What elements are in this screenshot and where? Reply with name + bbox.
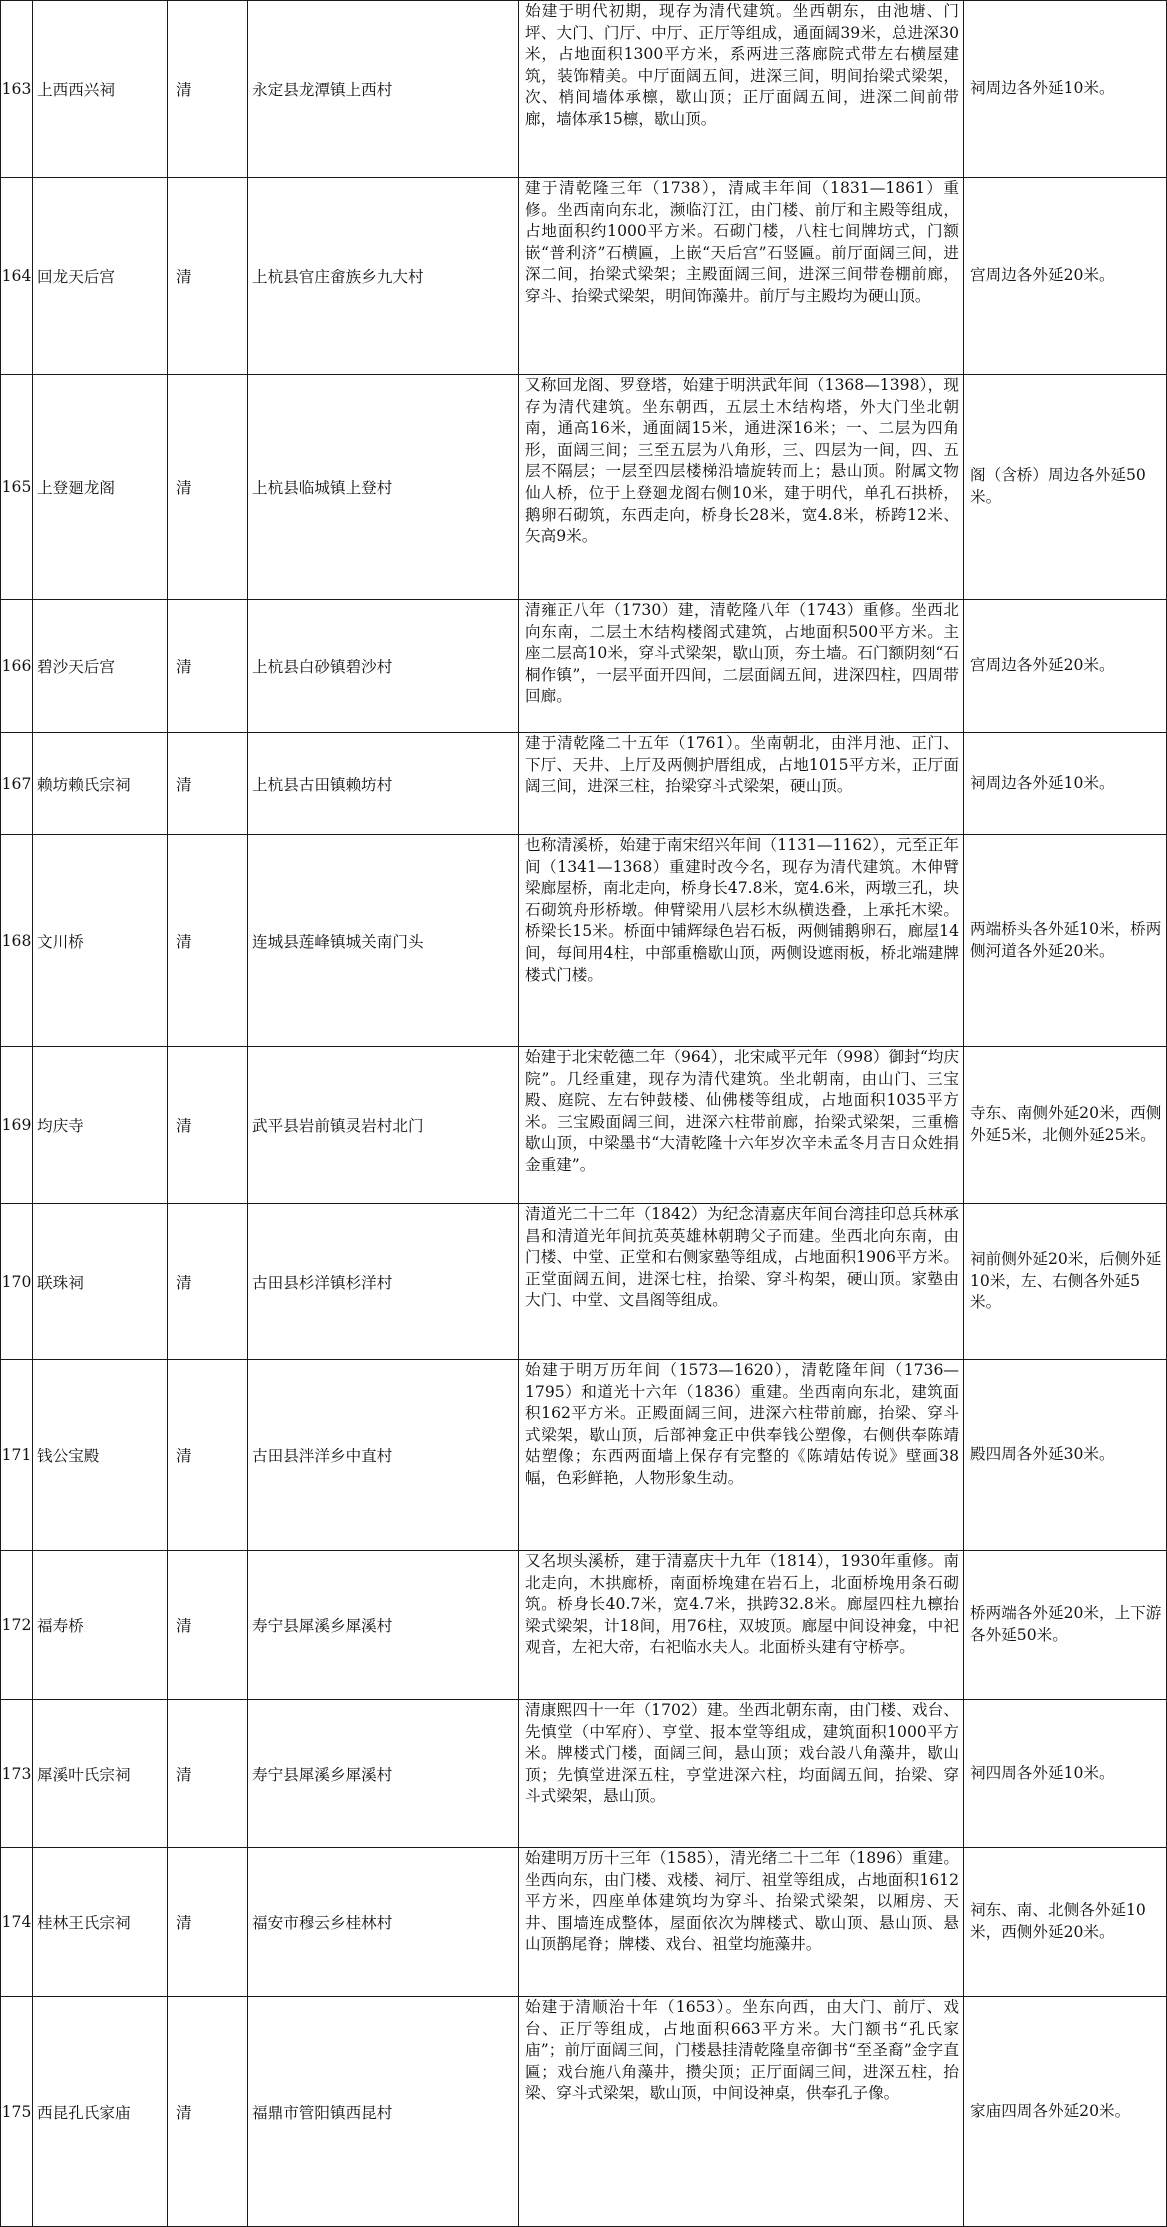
row-number: 174 bbox=[1, 1848, 33, 1997]
location: 福鼎市管阳镇西昆村 bbox=[248, 1997, 519, 2227]
protection-scope: 祠周边各外延10米。 bbox=[964, 733, 1167, 835]
table-row bbox=[1, 835, 1167, 1047]
site-name: 联珠祠 bbox=[33, 1204, 168, 1360]
row-number: 171 bbox=[1, 1360, 33, 1551]
protection-scope: 阁（含桥）周边各外延50米。 bbox=[964, 375, 1167, 600]
location: 上杭县官庄畲族乡九大村 bbox=[248, 178, 519, 375]
protection-scope: 宫周边各外延20米。 bbox=[964, 600, 1167, 733]
description: 清雍正八年（1730）建，清乾隆八年（1743）重修。坐西北向东南，二层土木结构楼阁式建筑，占地面积500平方米。主座二层高10米，穿斗式梁架，歇山顶，夯土墙。石门额阴刻“石桐作镇”，一层平面开四间，二层面阔五间，进深四柱，四周带回廊。 bbox=[519, 600, 964, 733]
era: 清 bbox=[168, 1, 248, 178]
table-row bbox=[1, 733, 1167, 835]
description: 始建于明代初期，现存为清代建筑。坐西朝东，由池塘、门坪、大门、门厅、中厅、正厅等组成，通面阔39米，总进深30米，占地面积1300平方米，系两进三落廊院式带左右横屋建筑，装饰精美。中厅面阔五间，进深三间，明间抬梁式梁架，次、梢间墙体承檩，歇山顶；正厅面阔五间，进深二间前带廊，墙体承15檩，歇山顶。 bbox=[519, 1, 964, 178]
description: 清道光二十二年（1842）为纪念清嘉庆年间台湾挂印总兵林承昌和清道光年间抗英英雄林朝聘父子而建。坐西北向东南，由门楼、中堂、正堂和右侧家塾等组成，占地面积1906平方米。正堂面阔五间，进深七柱，抬梁、穿斗构架，硬山顶。家塾由大门、中堂、文昌阁等组成。 bbox=[519, 1204, 964, 1360]
table-row bbox=[1, 600, 1167, 733]
description: 清康熙四十一年（1702）建。坐西北朝东南，由门楼、戏台、先慎堂（中军府）、亨堂、报本堂等组成，建筑面积1000平方米。牌楼式门楼，面阔三间，悬山顶；戏台設八角藻井，歇山顶；先慎堂进深五柱，亨堂进深六柱，均面阔五间，抬梁、穿斗式梁架，悬山顶。 bbox=[519, 1700, 964, 1848]
description: 又称回龙阁、罗登塔，始建于明洪武年间（1368—1398），现存为清代建筑。坐东朝西，五层土木结构塔，外大门坐北朝南，通高16米，通面阔15米，通进深16米；一、二层为四角形，面阔三间；三至五层为八角形，三、四层为一间，四、五层不隔层；一层至四层楼梯沿墙旋转而上；悬山顶。附属文物仙人桥，位于上登廻龙阁右侧10米，建于明代，单孔石拱桥，鹅卵石砌筑，东西走向，桥身长28米，宽4.8米，桥跨12米、矢高9米。 bbox=[519, 375, 964, 600]
site-name: 犀溪叶氏宗祠 bbox=[33, 1700, 168, 1848]
table-row bbox=[1, 1997, 1167, 2227]
row-number: 173 bbox=[1, 1700, 33, 1848]
location: 上杭县临城镇上登村 bbox=[248, 375, 519, 600]
row-number: 170 bbox=[1, 1204, 33, 1360]
row-number: 163 bbox=[1, 1, 33, 178]
location: 古田县泮洋乡中直村 bbox=[248, 1360, 519, 1551]
era: 清 bbox=[168, 375, 248, 600]
description: 也称清溪桥，始建于南宋绍兴年间（1131—1162），元至正年间（1341—1368）重建时改今名，现存为清代建筑。木伸臂梁廊屋桥，南北走向，桥身长47.8米，宽4.6米，两墩三孔，块石砌筑舟形桥墩。伸臂梁用八层杉木纵横迭叠，上承托木梁。桥梁长15米。桥面中铺辉绿色岩石板，两侧铺鹅卵石，廊屋14间，每间用4柱，中部重檐歇山顶，两侧设遮雨板，桥北端建牌楼式门楼。 bbox=[519, 835, 964, 1047]
location: 上杭县古田镇赖坊村 bbox=[248, 733, 519, 835]
location: 连城县莲峰镇城关南门头 bbox=[248, 835, 519, 1047]
table-row bbox=[1, 1700, 1167, 1848]
table-row bbox=[1, 178, 1167, 375]
site-name: 文川桥 bbox=[33, 835, 168, 1047]
row-number: 175 bbox=[1, 1997, 33, 2227]
row-number: 168 bbox=[1, 835, 33, 1047]
protection-scope: 宫周边各外延20米。 bbox=[964, 178, 1167, 375]
table-row bbox=[1, 1047, 1167, 1204]
description: 建于清乾隆三年（1738），清咸丰年间（1831—1861）重修。坐西南向东北，濒临汀江，由门楼、前厅和主殿等组成，占地面积约1000平方米。石砌门楼，八柱七间牌坊式，门额嵌“普利济”石横匾，上嵌“天后宫”石竖匾。前厅面阔三间，进深二间，抬梁式梁架；主殿面阔三间，进深三间带卷棚前廊，穿斗、抬梁式梁架，明间饰藻井。前厅与主殿均为硬山顶。 bbox=[519, 178, 964, 375]
location: 寿宁县犀溪乡犀溪村 bbox=[248, 1700, 519, 1848]
site-name: 西昆孔氏家庙 bbox=[33, 1997, 168, 2227]
row-number: 167 bbox=[1, 733, 33, 835]
site-name: 赖坊赖氏宗祠 bbox=[33, 733, 168, 835]
description: 始建于北宋乾德二年（964），北宋咸平元年（998）御封“均庆院”。几经重建，现存为清代建筑。坐北朝南，由山门、三宝殿、庭院、左右钟鼓楼、仙佛楼等组成，占地面积1035平方米。三宝殿面阔三间，进深六柱带前廊，抬梁式梁架，三重檐歇山顶，中梁墨书“大清乾隆十六年岁次辛未孟冬月吉日众姓捐金重建”。 bbox=[519, 1047, 964, 1204]
description: 又名坝头溪桥，建于清嘉庆十九年（1814），1930年重修。南北走向，木拱廊桥，南面桥堍建在岩石上，北面桥堍用条石砌筑。桥身长40.7米，宽4.7米，拱跨32.8米。廊屋四柱九檩抬梁式梁架，计18间，用76柱，双坡顶。廊屋中间设神龛，中祀观音，左祀大帝，右祀临水夫人。北面桥头建有守桥亭。 bbox=[519, 1551, 964, 1700]
protection-scope: 寺东、南侧外延20米，西侧外延5米，北侧外延25米。 bbox=[964, 1047, 1167, 1204]
protection-scope: 殿四周各外延30米。 bbox=[964, 1360, 1167, 1551]
protection-scope: 桥两端各外延20米，上下游各外延50米。 bbox=[964, 1551, 1167, 1700]
era: 清 bbox=[168, 1997, 248, 2227]
era: 清 bbox=[168, 835, 248, 1047]
site-name: 均庆寺 bbox=[33, 1047, 168, 1204]
description: 始建于明万历年间（1573—1620），清乾隆年间（1736—1795）和道光十六年（1836）重建。坐西南向东北，建筑面积162平方米。正殿面阔三间，进深六柱带前廊，抬梁、穿斗式梁架，歇山顶，后部神龛正中供奉钱公塑像，右侧供奉陈靖姑塑像；东西两面墙上保存有完整的《陈靖姑传说》壁画38幅，色彩鲜艳，人物形象生动。 bbox=[519, 1360, 964, 1551]
row-number: 169 bbox=[1, 1047, 33, 1204]
era: 清 bbox=[168, 1848, 248, 1997]
location: 寿宁县犀溪乡犀溪村 bbox=[248, 1551, 519, 1700]
protection-scope: 两端桥头各外延10米，桥两侧河道各外延20米。 bbox=[964, 835, 1167, 1047]
row-number: 166 bbox=[1, 600, 33, 733]
location: 永定县龙潭镇上西村 bbox=[248, 1, 519, 178]
era: 清 bbox=[168, 178, 248, 375]
site-name: 上西西兴祠 bbox=[33, 1, 168, 178]
site-name: 福寿桥 bbox=[33, 1551, 168, 1700]
protection-scope: 祠周边各外延10米。 bbox=[964, 1, 1167, 178]
site-name: 回龙天后宫 bbox=[33, 178, 168, 375]
era: 清 bbox=[168, 1551, 248, 1700]
site-name: 上登廻龙阁 bbox=[33, 375, 168, 600]
location: 古田县杉洋镇杉洋村 bbox=[248, 1204, 519, 1360]
protection-scope: 祠东、南、北侧各外延10米，西侧外延20米。 bbox=[964, 1848, 1167, 1997]
table-row bbox=[1, 1551, 1167, 1700]
table-row bbox=[1, 1204, 1167, 1360]
protection-scope: 祠四周各外延10米。 bbox=[964, 1700, 1167, 1848]
table-row bbox=[1, 1360, 1167, 1551]
protection-scope: 祠前侧外延20米，后侧外延10米，左、右侧各外延5米。 bbox=[964, 1204, 1167, 1360]
era: 清 bbox=[168, 1204, 248, 1360]
table-row bbox=[1, 375, 1167, 600]
description: 始建明万历十三年（1585），清光绪二十二年（1896）重建。坐西向东，由门楼、戏楼、祠厅、祖堂等组成，占地面积1612平方米，四座单体建筑均为穿斗、抬梁式梁架，以厢房、天井、围墙连成整体，屋面依次为牌楼式、歇山顶、悬山顶、悬山顶鹊尾脊；牌楼、戏台、祖堂均施藻井。 bbox=[519, 1848, 964, 1997]
site-name: 钱公宝殿 bbox=[33, 1360, 168, 1551]
era: 清 bbox=[168, 1700, 248, 1848]
era: 清 bbox=[168, 733, 248, 835]
row-number: 165 bbox=[1, 375, 33, 600]
location: 上杭县白砂镇碧沙村 bbox=[248, 600, 519, 733]
site-name: 桂林王氏宗祠 bbox=[33, 1848, 168, 1997]
row-number: 172 bbox=[1, 1551, 33, 1700]
location: 武平县岩前镇灵岩村北门 bbox=[248, 1047, 519, 1204]
protection-scope: 家庙四周各外延20米。 bbox=[964, 1997, 1167, 2227]
description: 建于清乾隆二十五年（1761）。坐南朝北，由泮月池、正门、下厅、天井、上厅及两侧护厝组成，占地1015平方米，正厅面阔三间，进深三柱，抬梁穿斗式梁架，硬山顶。 bbox=[519, 733, 964, 835]
row-number: 164 bbox=[1, 178, 33, 375]
era: 清 bbox=[168, 1047, 248, 1204]
site-name: 碧沙天后宫 bbox=[33, 600, 168, 733]
table-row bbox=[1, 1848, 1167, 1997]
era: 清 bbox=[168, 1360, 248, 1551]
location: 福安市穆云乡桂林村 bbox=[248, 1848, 519, 1997]
era: 清 bbox=[168, 600, 248, 733]
description: 始建于清顺治十年（1653）。坐东向西，由大门、前厅、戏台、正厅等组成，占地面积663平方米。大门额书“孔氏家庙”；前厅面阔三间，门楼悬挂清乾隆皇帝御书“至圣裔”金字直匾；戏台施八角藻井，攒尖顶；正厅面阔三间，进深五柱，抬梁、穿斗式梁架，歇山顶，中间设神桌，供奉孔子像。 bbox=[519, 1997, 964, 2227]
table-row bbox=[1, 1, 1167, 178]
